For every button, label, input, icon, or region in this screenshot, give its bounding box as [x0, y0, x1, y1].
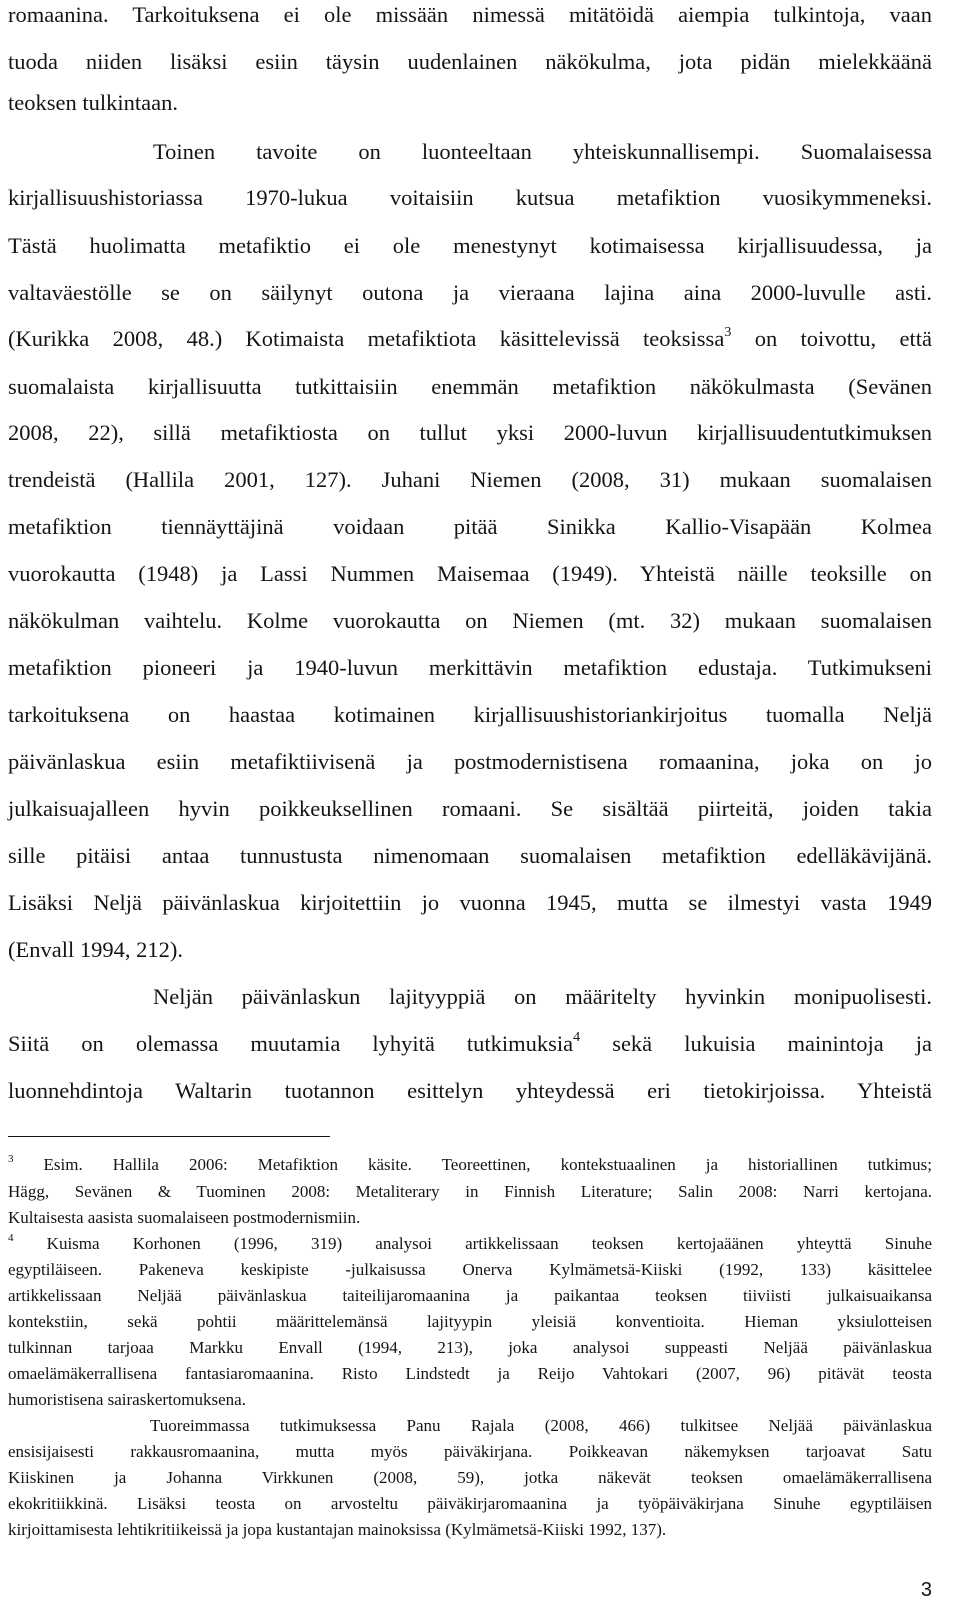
footnote-line: humoristisena sairaskertomuksena.: [8, 1390, 246, 1409]
footnote-line: omaelämäkerrallisena fantasiaromaanina. Risto Lindstedt ja Reijo Vahtokari (2007, 96) pitävät teosta: [8, 1364, 932, 1383]
footnote-text: Kuisma Korhonen (1996, 319) analysoi artikkelissaan teoksen kertojaäänen yhteyttä Sinuhe: [46, 1234, 932, 1253]
body-text-line: päivänlaskua esiin metafiktiivisenä ja postmodernistisena romaanina, joka on jo: [8, 749, 932, 774]
footnote-line: Hägg, Sevänen & Tuominen 2008: Metaliterary in Finnish Literature; Salin 2008: Narri kertojana.: [8, 1182, 932, 1201]
footnote-line: artikkelissaan Neljää päivänlaskua taiteilijaromaanina ja paikantaa teoksen tiiviisti julkaisuaikansa: [8, 1286, 932, 1305]
body-text-line: trendeistä (Hallila 2001, 127). Juhani Niemen (2008, 31) mukaan suomalaisen: [8, 467, 932, 492]
footnote-ref: 4: [573, 1030, 581, 1045]
body-text-line: julkaisuajalleen hyvin poikkeuksellinen romaani. Se sisältää piirteitä, joiden takia: [8, 796, 932, 821]
footnote-line: tulkinnan tarjoaa Markku Envall (1994, 213), joka analysoi suppeasti Neljää päivänlaskua: [8, 1338, 932, 1357]
body-text-line: romaanina. Tarkoituksena ei ole missään nimessä mitätöidä aiempia tulkintoja, vaan: [8, 2, 932, 27]
footnote-line: egyptiläiseen. Pakeneva keskipiste -julkaisussa Onerva Kylmämetsä-Kiiski (1992, 133) käsittelee: [8, 1260, 932, 1279]
footnote-text: Esim. Hallila 2006: Metafiktion käsite. Teoreettinen, kontekstuaalinen ja historiallinen tutkimus;: [43, 1155, 932, 1174]
body-text-line: teoksen tulkintaan.: [8, 90, 178, 115]
footnote-marker: 4: [8, 1232, 14, 1244]
body-text-line: suomalaista kirjallisuutta tutkittaisiin enemmän metafiktion näkökulmasta (Sevänen: [8, 374, 932, 399]
body-text-segment: on toivottu, että: [754, 326, 933, 351]
footnote-line: ekokritiikkinä. Lisäksi teosta on arvosteltu päiväkirjaromaanina ja työpäiväkirjana Sinuhe egyptiläisen: [8, 1494, 932, 1513]
body-text-line: kirjallisuushistoriassa 1970-lukua voitaisiin kutsua metafiktion vuosikymmeneksi.: [8, 185, 932, 210]
body-text-line: metafiktion pioneeri ja 1940-luvun merkittävin metafiktion edustaja. Tutkimukseni: [8, 655, 932, 680]
body-text-segment: sekä lukuisia mainintoja ja: [612, 1031, 932, 1056]
footnote-line: [8, 1233, 932, 1255]
footnote-line: Tuoreimmassa tutkimuksessa Panu Rajala (2008, 466) tulkitsee Neljää päivänlaskua: [150, 1416, 932, 1435]
body-text-line: valtaväestölle se on säilynyt outona ja vieraana lajina aina 2000-luvulle asti.: [8, 280, 932, 305]
footnote-line: kontekstiin, sekä pohtii määrittelemänsä lajityypin yleisiä konventioita. Hieman yksiulotteisen: [8, 1312, 932, 1331]
body-text-line: Neljän päivänlaskun lajityyppiä on määritelty hyvinkin monipuolisesti.: [153, 984, 932, 1009]
footnote-ref: 3: [724, 325, 732, 340]
body-text-segment: Siitä on olemassa muutamia lyhyitä tutkimuksia: [8, 1031, 574, 1056]
footnote-separator: [8, 1136, 330, 1137]
body-text-line-with-footnote-ref: [8, 325, 932, 353]
footnote-line: Kiiskinen ja Johanna Virkkunen (2008, 59), jotka näkevät teoksen omaelämäkerrallisena: [8, 1468, 932, 1487]
footnote-line: kirjoittamisesta lehtikritiikeissä ja jopa kustantajan mainoksissa (Kylmämetsä-Kiiski 1992, 137).: [8, 1520, 667, 1539]
body-text-line: tuoda niiden lisäksi esiin täysin uudenlainen näkökulma, jota pidän mielekkäänä: [8, 49, 932, 74]
body-text-line: Lisäksi Neljä päivänlaskua kirjoitettiin jo vuonna 1945, mutta se ilmestyi vasta 1949: [8, 890, 932, 915]
body-text-line: (Envall 1994, 212).: [8, 937, 183, 962]
body-text-line: metafiktion tiennäyttäjinä voidaan pitää Sinikka Kallio-Visapään Kolmea: [8, 514, 932, 539]
body-text-line: näkökulman vaihtelu. Kolme vuorokautta on Niemen (mt. 32) mukaan suomalaisen: [8, 608, 932, 633]
footnote-marker: 3: [8, 1153, 14, 1165]
body-text-line: 2008, 22), sillä metafiktiosta on tullut yksi 2000-luvun kirjallisuudentutkimuksen: [8, 420, 932, 445]
footnote-line: [8, 1154, 932, 1176]
body-text-line: sille pitäisi antaa tunnustusta nimenomaan suomalaisen metafiktion edelläkävijänä.: [8, 843, 932, 868]
body-text-line-with-footnote-ref: [8, 1030, 932, 1058]
body-text-line: vuorokautta (1948) ja Lassi Nummen Maisemaa (1949). Yhteistä näille teoksille on: [8, 561, 932, 586]
body-text-line: luonnehdintoja Waltarin tuotannon esittelyn yhteydessä eri tietokirjoissa. Yhteistä: [8, 1078, 932, 1103]
body-text-line: Toinen tavoite on luonteeltaan yhteiskunnallisempi. Suomalaisessa: [153, 139, 932, 164]
body-text-segment: (Kurikka 2008, 48.) Kotimaista metafiktiota käsittelevissä teoksissa: [8, 326, 725, 351]
page-number: 3: [920, 1579, 932, 1601]
footnote-line: ensisijaisesti rakkausromaanina, mutta myös päiväkirjana. Poikkeavan näkemyksen tarjoavat Satu: [8, 1442, 932, 1461]
footnote-line: Kultaisesta aasista suomalaiseen postmodernismiin.: [8, 1208, 361, 1227]
body-text-line: tarkoituksena on haastaa kotimainen kirjallisuushistoriankirjoitus tuomalla Neljä: [8, 702, 932, 727]
body-text-line: Tästä huolimatta metafiktio ei ole menestynyt kotimaisessa kirjallisuudessa, ja: [8, 233, 932, 258]
